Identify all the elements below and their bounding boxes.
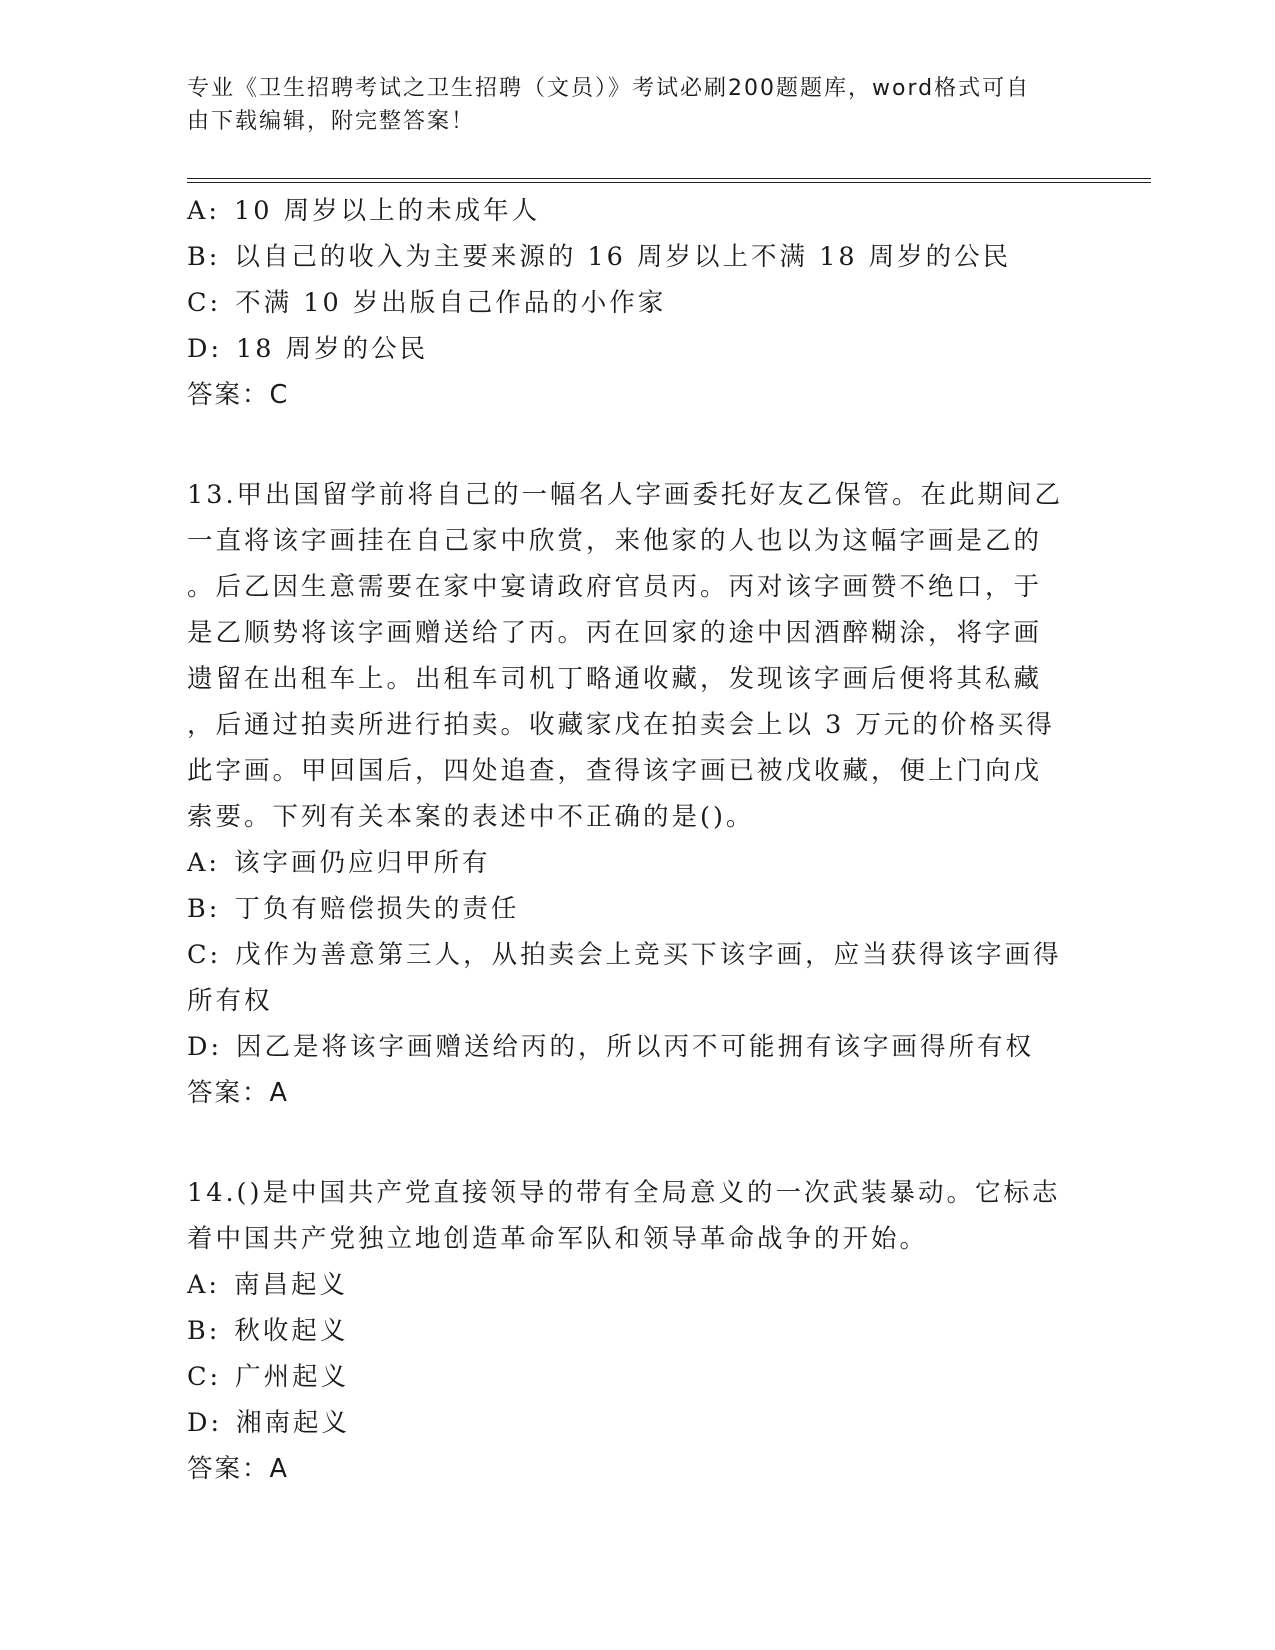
option-letter: B: [187, 894, 221, 924]
option-letter: C: [187, 288, 222, 318]
option-letter: A: [187, 196, 221, 226]
option-d [187, 326, 1077, 372]
option-text: 湘南起义 [236, 1408, 351, 1438]
option-text: 所有权 [187, 986, 273, 1016]
answer-line: 答案：A [187, 1078, 289, 1108]
option-text: 不满 10 岁出版自己作品的小作家 [235, 288, 667, 318]
option-letter: D: [187, 334, 223, 364]
option-letter: C: [187, 1362, 222, 1392]
header-line-2: 由下载编辑，附完整答案！ [187, 109, 476, 134]
header-line-1: 专业《卫生招聘考试之卫生招聘（文员）》考试必刷200题题库，word格式可自 [187, 76, 1031, 101]
option-text: 戊作为善意第三人，从拍卖会上竞买下该字画，应当获得该字画得 [235, 940, 1062, 970]
question-14 [187, 1170, 1077, 1492]
option-letter: B: [187, 1316, 221, 1346]
question-stem-line: 13.甲出国留学前将自己的一幅名人字画委托好友乙保管。在此期间乙 [187, 480, 1064, 510]
question-13 [187, 472, 1077, 1116]
question-content [187, 188, 1077, 1492]
header-divider [187, 178, 1151, 183]
answer-line: 答案：C [187, 380, 290, 410]
option-text: 10 周岁以上的未成年人 [234, 196, 541, 226]
question-stem-line: 着中国共产党独立地创造革命军队和领导革命战争的开始。 [187, 1224, 929, 1254]
option-text: 丁负有赔偿损失的责任 [234, 894, 520, 924]
option-text: 广州起义 [235, 1362, 350, 1392]
option-letter: D: [187, 1408, 223, 1438]
question-stem-line: ，后通过拍卖所进行拍卖。收藏家戊在拍卖会上以 3 万元的价格买得 [187, 710, 1055, 740]
option-d [187, 1400, 1077, 1446]
option-c [187, 280, 1077, 326]
option-letter: C: [187, 940, 222, 970]
question-stem-line: 此字画。甲回国后，四处追查，查得该字画已被戊收藏，便上门向戊 [187, 756, 1043, 786]
option-text: 秋收起义 [234, 1316, 349, 1346]
option-text: 因乙是将该字画赠送给丙的，所以丙不可能拥有该字画得所有权 [236, 1032, 1035, 1062]
option-a [187, 840, 1077, 886]
question-spacer [187, 1116, 1077, 1170]
option-b [187, 1308, 1077, 1354]
option-b [187, 234, 1077, 280]
option-d [187, 1024, 1077, 1070]
question-stem-line: 索要。下列有关本案的表述中不正确的是()。 [187, 802, 755, 832]
question-stem-line: 是乙顺势将该字画赠送给了丙。丙在回家的途中因酒醉糊涂，将字画 [187, 618, 1043, 648]
option-c-continued [187, 978, 1077, 1024]
option-a [187, 1262, 1077, 1308]
option-letter: A: [187, 1270, 221, 1300]
option-text: 以自己的收入为主要来源的 16 周岁以上不满 18 周岁的公民 [234, 242, 1012, 272]
option-c [187, 1354, 1077, 1400]
question-stem-line: 14.()是中国共产党直接领导的带有全局意义的一次武装暴动。它标志 [187, 1178, 1061, 1208]
option-b [187, 886, 1077, 932]
question-stem-line: 一直将该字画挂在自己家中欣赏，来他家的人也以为这幅字画是乙的 [187, 526, 1043, 556]
option-text: 南昌起义 [234, 1270, 349, 1300]
question-12 [187, 188, 1077, 418]
question-stem-line: 遗留在出租车上。出租车司机丁略通收藏，发现该字画后便将其私藏 [187, 664, 1043, 694]
option-text: 该字画仍应归甲所有 [234, 848, 491, 878]
option-letter: D: [187, 1032, 223, 1062]
question-stem-line: 。后乙因生意需要在家中宴请政府官员丙。丙对该字画赞不绝口，于 [187, 572, 1043, 602]
option-text: 18 周岁的公民 [236, 334, 429, 364]
option-letter: B: [187, 242, 221, 272]
option-letter: A: [187, 848, 221, 878]
document-header [187, 72, 1067, 138]
option-a [187, 188, 1077, 234]
option-c [187, 932, 1077, 978]
answer-line: 答案：A [187, 1454, 289, 1484]
question-spacer [187, 418, 1077, 472]
